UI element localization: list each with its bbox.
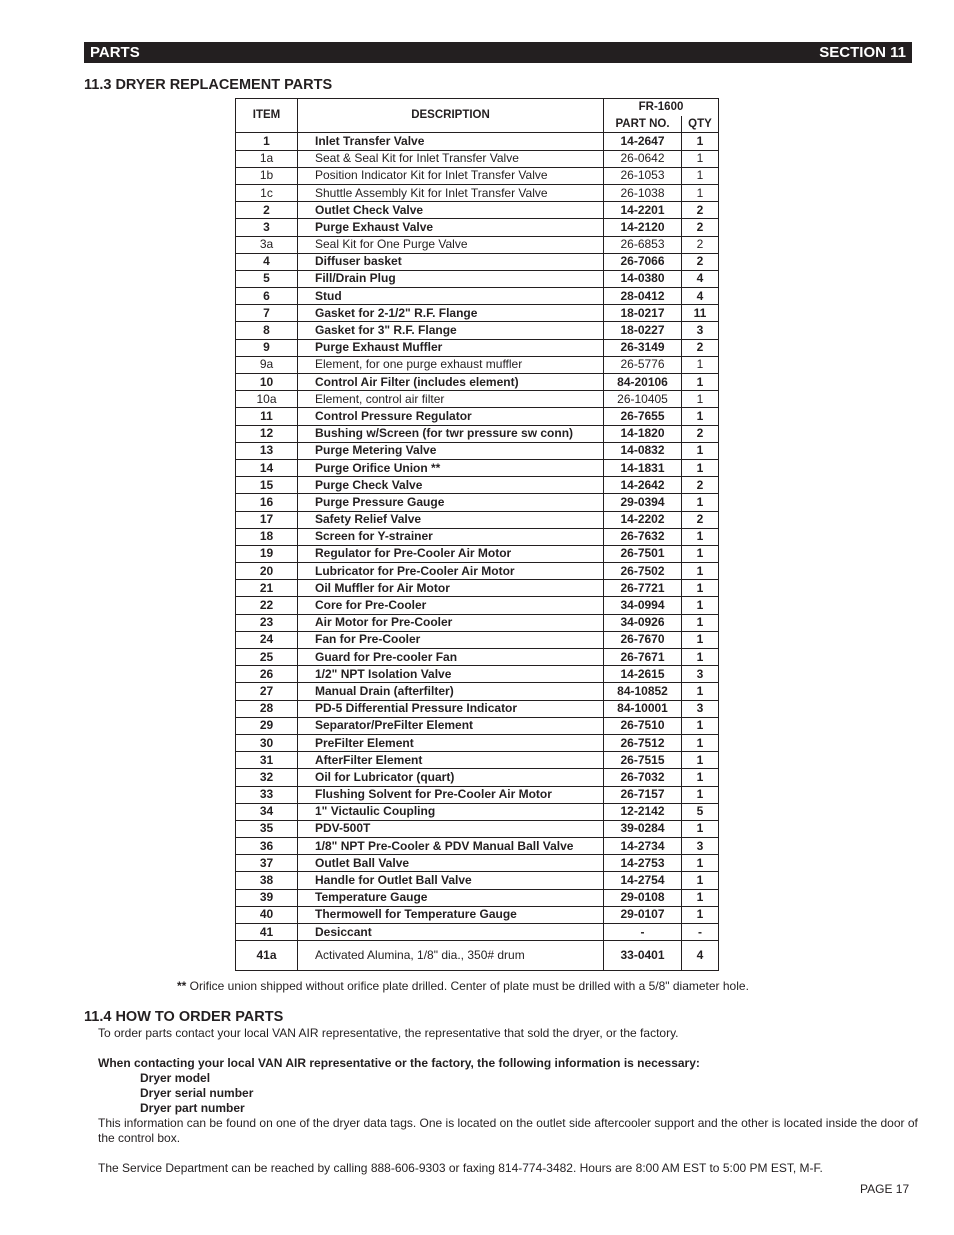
table-row [236,253,719,270]
table-row [236,803,719,820]
cell-item: 4 [236,253,298,270]
cell-description: Control Pressure Regulator [298,408,604,425]
cell-qty: 2 [682,236,719,253]
info-item-serial-number: Dryer serial number [140,1086,254,1100]
table-row [236,683,719,700]
cell-item: 27 [236,683,298,700]
cell-qty: 1 [682,820,719,837]
cell-description: Stud [298,288,604,305]
cell-description: Core for Pre-Cooler [298,597,604,614]
cell-description: Purge Exhaust Muffler [298,339,604,356]
table-row [236,734,719,751]
contact-heading-text: When contacting your local VAN AIR representative or the factory, the following information is necessary: [98,1056,700,1070]
cell-qty: 1 [682,906,719,923]
cell-part-no: 26-7032 [604,769,682,786]
cell-item: 37 [236,855,298,872]
table-row [236,374,719,391]
cell-part-no: 26-7655 [604,408,682,425]
column-header-item: ITEM [236,99,298,133]
table-row [236,545,719,562]
table-row [236,563,719,580]
cell-part-no: 26-0642 [604,150,682,167]
table-row [236,580,719,597]
cell-part-no: 26-7502 [604,563,682,580]
table-row [236,924,719,941]
table-row [236,700,719,717]
cell-item: 3 [236,219,298,236]
cell-item: 28 [236,700,298,717]
cell-part-no: 34-0926 [604,614,682,631]
cell-part-no: 84-20106 [604,374,682,391]
cell-item: 20 [236,563,298,580]
cell-qty: 1 [682,563,719,580]
cell-item: 7 [236,305,298,322]
cell-qty: 1 [682,408,719,425]
required-info-list [140,1071,253,1116]
table-row [236,236,719,253]
cell-part-no: 14-2202 [604,511,682,528]
cell-item: 10 [236,374,298,391]
cell-qty: 1 [682,769,719,786]
cell-part-no: 14-1820 [604,425,682,442]
table-row [236,786,719,803]
cell-part-no: 26-6853 [604,236,682,253]
cell-description: Desiccant [298,924,604,941]
section-title-how-to-order: 11.4 HOW TO ORDER PARTS [84,1009,284,1025]
cell-qty: 1 [682,133,719,150]
page-number: PAGE 17 [860,1182,910,1196]
cell-item: 23 [236,614,298,631]
cell-part-no: 26-7157 [604,786,682,803]
cell-part-no: 84-10001 [604,700,682,717]
column-header-model: FR-1600 [604,99,719,116]
cell-item: 30 [236,734,298,751]
table-row [236,666,719,683]
cell-qty: 2 [682,477,719,494]
footnote-text: Orifice union shipped without orifice plate drilled. Center of plate must be drilled with a 5/8" diameter hole. [186,979,749,993]
cell-item: 25 [236,649,298,666]
cell-item: 12 [236,425,298,442]
cell-description: PDV-500T [298,820,604,837]
cell-qty: 4 [682,288,719,305]
cell-description: Inlet Transfer Valve [298,133,604,150]
cell-part-no: 26-3149 [604,339,682,356]
cell-item: 40 [236,906,298,923]
cell-qty: 1 [682,597,719,614]
section-header-bar [84,42,912,63]
cell-part-no: 14-2201 [604,202,682,219]
cell-item: 1c [236,184,298,201]
cell-part-no: 26-7670 [604,631,682,648]
cell-part-no: 84-10852 [604,683,682,700]
cell-part-no: 14-2642 [604,477,682,494]
cell-description: Activated Alumina, 1/8" dia., 350# drum [298,941,604,971]
cell-item: 3a [236,236,298,253]
cell-description: Purge Orifice Union ** [298,459,604,476]
cell-part-no: 26-7721 [604,580,682,597]
cell-description: Outlet Check Valve [298,202,604,219]
cell-part-no: 26-7512 [604,734,682,751]
cell-qty: 1 [682,734,719,751]
table-row [236,288,719,305]
cell-part-no: 26-1038 [604,184,682,201]
cell-part-no: 14-2754 [604,872,682,889]
table-row [236,167,719,184]
cell-item: 26 [236,666,298,683]
cell-item: 8 [236,322,298,339]
table-row [236,820,719,837]
column-header-qty: QTY [682,116,719,133]
cell-qty: 1 [682,356,719,373]
cell-part-no: 26-7510 [604,717,682,734]
cell-description: 1/2" NPT Isolation Valve [298,666,604,683]
cell-qty: 3 [682,838,719,855]
table-row [236,631,719,648]
table-row [236,889,719,906]
cell-qty: 5 [682,803,719,820]
cell-part-no: 14-2734 [604,838,682,855]
cell-qty: 3 [682,666,719,683]
table-row [236,219,719,236]
cell-description: 1" Victaulic Coupling [298,803,604,820]
data-tag-info-text: This information can be found on one of the dryer data tags. One is located on the outlet side aftercooler support and the other is located inside the door of the control box. [98,1116,918,1145]
cell-part-no: 26-7066 [604,253,682,270]
cell-description: Shuttle Assembly Kit for Inlet Transfer Valve [298,184,604,201]
cell-part-no: 18-0227 [604,322,682,339]
table-row [236,425,719,442]
cell-description: 1/8" NPT Pre-Cooler & PDV Manual Ball Valve [298,838,604,855]
cell-description: Separator/PreFilter Element [298,717,604,734]
table-row [236,150,719,167]
cell-part-no: 14-0832 [604,442,682,459]
cell-qty: 1 [682,683,719,700]
table-row [236,339,719,356]
table-row [236,391,719,408]
cell-part-no: 26-1053 [604,167,682,184]
table-row [236,511,719,528]
info-item-dryer-model: Dryer model [140,1071,211,1085]
cell-item: 1a [236,150,298,167]
cell-item: 11 [236,408,298,425]
cell-part-no: 18-0217 [604,305,682,322]
table-row [236,717,719,734]
cell-description: Purge Pressure Gauge [298,494,604,511]
cell-item: 16 [236,494,298,511]
cell-qty: 4 [682,941,719,971]
cell-qty: 1 [682,631,719,648]
cell-description: Temperature Gauge [298,889,604,906]
cell-qty: 1 [682,872,719,889]
table-row [236,769,719,786]
cell-description: Oil Muffler for Air Motor [298,580,604,597]
cell-qty: 2 [682,339,719,356]
table-row [236,614,719,631]
info-item-part-number: Dryer part number [140,1101,245,1115]
cell-item: 9 [236,339,298,356]
cell-description: Air Motor for Pre-Cooler [298,614,604,631]
cell-description: PreFilter Element [298,734,604,751]
cell-description: Fan for Pre-Cooler [298,631,604,648]
table-row [236,906,719,923]
table-row [236,528,719,545]
cell-qty: 1 [682,459,719,476]
section-title-replacement-parts: 11.3 DRYER REPLACEMENT PARTS [84,77,333,93]
cell-part-no: 28-0412 [604,288,682,305]
cell-part-no: 26-7671 [604,649,682,666]
cell-description: Flushing Solvent for Pre-Cooler Air Motor [298,786,604,803]
table-row [236,202,719,219]
cell-item: 31 [236,752,298,769]
cell-item: 22 [236,597,298,614]
cell-qty: 1 [682,580,719,597]
cell-description: Safety Relief Valve [298,511,604,528]
cell-item: 34 [236,803,298,820]
cell-item: 2 [236,202,298,219]
cell-description: Purge Check Valve [298,477,604,494]
table-row [236,477,719,494]
cell-qty: 4 [682,270,719,287]
cell-description: Oil for Lubricator (quart) [298,769,604,786]
cell-description: Element, for one purge exhaust muffler [298,356,604,373]
cell-item: 14 [236,459,298,476]
column-header-description: DESCRIPTION [298,99,604,133]
cell-qty: 2 [682,253,719,270]
cell-description: Control Air Filter (includes element) [298,374,604,391]
table-row [236,872,719,889]
cell-description: Gasket for 2-1/2" R.F. Flange [298,305,604,322]
cell-item: 17 [236,511,298,528]
cell-part-no: 39-0284 [604,820,682,837]
cell-description: Purge Exhaust Valve [298,219,604,236]
cell-description: PD-5 Differential Pressure Indicator [298,700,604,717]
cell-part-no: 29-0108 [604,889,682,906]
cell-part-no: 26-10405 [604,391,682,408]
cell-item: 13 [236,442,298,459]
cell-qty: 1 [682,494,719,511]
cell-item: 41 [236,924,298,941]
cell-description: Thermowell for Temperature Gauge [298,906,604,923]
table-row [236,597,719,614]
cell-qty: 1 [682,528,719,545]
cell-qty: - [682,924,719,941]
cell-qty: 3 [682,322,719,339]
cell-qty: 1 [682,752,719,769]
cell-description: Lubricator for Pre-Cooler Air Motor [298,563,604,580]
cell-qty: 1 [682,442,719,459]
cell-item: 19 [236,545,298,562]
column-header-part-no: PART NO. [604,116,682,133]
table-row [236,305,719,322]
cell-item: 41a [236,941,298,971]
cell-qty: 1 [682,391,719,408]
cell-qty: 3 [682,700,719,717]
table-row [236,649,719,666]
cell-part-no: 33-0401 [604,941,682,971]
table-row [236,408,719,425]
order-intro-text: To order parts contact your local VAN AIR representative, the representative that sold the dryer, or the factory. [98,1026,679,1040]
cell-part-no: 14-1831 [604,459,682,476]
cell-part-no: 14-2615 [604,666,682,683]
cell-part-no: 26-7515 [604,752,682,769]
cell-part-no: 14-0380 [604,270,682,287]
cell-qty: 2 [682,219,719,236]
cell-description: Diffuser basket [298,253,604,270]
cell-item: 36 [236,838,298,855]
cell-qty: 2 [682,425,719,442]
cell-item: 5 [236,270,298,287]
cell-description: Position Indicator Kit for Inlet Transfer Valve [298,167,604,184]
cell-qty: 1 [682,184,719,201]
table-row [236,133,719,150]
cell-description: Handle for Outlet Ball Valve [298,872,604,889]
cell-item: 18 [236,528,298,545]
cell-qty: 1 [682,614,719,631]
cell-description: Manual Drain (afterfilter) [298,683,604,700]
footnote [177,979,749,993]
cell-qty: 1 [682,545,719,562]
cell-part-no: 34-0994 [604,597,682,614]
table-row [236,838,719,855]
cell-item: 35 [236,820,298,837]
table-row [236,752,719,769]
cell-qty: 1 [682,786,719,803]
header-section-label: SECTION 11 [819,44,906,61]
header-parts-label: PARTS [90,44,140,61]
cell-item: 38 [236,872,298,889]
table-row [236,494,719,511]
cell-qty: 1 [682,150,719,167]
cell-part-no: 26-7632 [604,528,682,545]
cell-part-no: - [604,924,682,941]
cell-qty: 1 [682,167,719,184]
cell-item: 6 [236,288,298,305]
cell-qty: 1 [682,855,719,872]
cell-description: Screen for Y-strainer [298,528,604,545]
cell-qty: 1 [682,374,719,391]
cell-item: 33 [236,786,298,803]
cell-description: Bushing w/Screen (for twr pressure sw conn) [298,425,604,442]
cell-description: Regulator for Pre-Cooler Air Motor [298,545,604,562]
cell-item: 9a [236,356,298,373]
cell-part-no: 29-0107 [604,906,682,923]
parts-table [235,98,719,971]
cell-item: 10a [236,391,298,408]
table-row [236,322,719,339]
table-row [236,270,719,287]
cell-part-no: 29-0394 [604,494,682,511]
cell-qty: 2 [682,511,719,528]
table-row [236,855,719,872]
cell-part-no: 12-2142 [604,803,682,820]
cell-qty: 1 [682,649,719,666]
table-row [236,941,719,971]
cell-item: 1 [236,133,298,150]
cell-part-no: 14-2753 [604,855,682,872]
parts-table-body [236,133,719,971]
cell-qty: 1 [682,889,719,906]
cell-qty: 11 [682,305,719,322]
cell-description: Seal Kit for One Purge Valve [298,236,604,253]
cell-part-no: 14-2120 [604,219,682,236]
cell-item: 32 [236,769,298,786]
service-department-text: The Service Department can be reached by calling 888-606-9303 or faxing 814-774-3482. Hours are 8:00 AM EST to 5:00 PM EST, M-F. [98,1161,823,1175]
cell-item: 29 [236,717,298,734]
cell-description: Fill/Drain Plug [298,270,604,287]
table-row [236,356,719,373]
cell-description: Element, control air filter [298,391,604,408]
cell-description: AfterFilter Element [298,752,604,769]
cell-item: 1b [236,167,298,184]
cell-part-no: 14-2647 [604,133,682,150]
cell-description: Purge Metering Valve [298,442,604,459]
cell-qty: 1 [682,717,719,734]
cell-item: 24 [236,631,298,648]
cell-description: Seat & Seal Kit for Inlet Transfer Valve [298,150,604,167]
cell-qty: 2 [682,202,719,219]
cell-part-no: 26-7501 [604,545,682,562]
footnote-mark: ** [177,979,187,993]
cell-part-no: 26-5776 [604,356,682,373]
cell-item: 15 [236,477,298,494]
table-row [236,459,719,476]
cell-description: Guard for Pre-cooler Fan [298,649,604,666]
cell-item: 21 [236,580,298,597]
table-row [236,442,719,459]
cell-item: 39 [236,889,298,906]
cell-description: Gasket for 3" R.F. Flange [298,322,604,339]
table-row [236,184,719,201]
cell-description: Outlet Ball Valve [298,855,604,872]
